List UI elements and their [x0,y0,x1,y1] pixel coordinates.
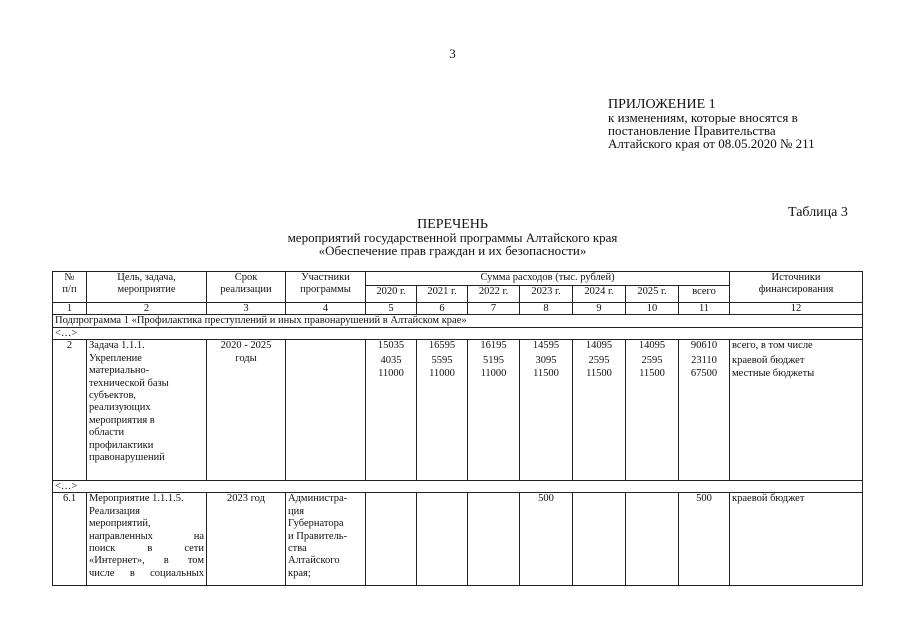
column-number: 8 [520,303,573,315]
annex-line: Алтайского края от 08.05.2020 № 211 [608,136,815,151]
value-cell: 14595 3095 11500 [520,340,573,481]
row-term: 2020 - 2025 годы [207,340,286,481]
title-line: ПЕРЕЧЕНЬ [417,217,488,232]
column-number: 5 [366,303,417,315]
value-cell: 15035 4035 11000 [366,340,417,481]
header-sources: Источники финансирования [730,272,863,303]
row-participants: Администра- ция Губернатора и Правитель- ства Алтайского края; [286,493,366,586]
column-number: 3 [207,303,286,315]
title-line: «Обеспечение прав граждан и их безопасности» [318,243,587,258]
table-row [53,493,863,586]
header-year: 2024 г. [573,286,626,303]
row-description: Мероприятие 1.1.1.5. Реализация мероприятий, направленных на поиск в сети «Интернет», в том числе в социальных [87,493,207,586]
table-row [53,340,863,481]
value-cell: 16195 5195 11000 [468,340,520,481]
ellipsis-row [53,481,863,493]
subprogram-title: Подпрограмма 1 «Профилактика преступлений и иных правонарушений в Алтайском крае» [53,315,863,328]
header-year: 2023 г. [520,286,573,303]
value-cell [468,493,520,586]
column-number: 6 [417,303,468,315]
document-title [0,218,905,257]
annex-line: постановление Правительства [608,123,776,138]
ellipsis-row [53,328,863,340]
page-number: 3 [449,46,456,61]
row-term: 2023 год [207,493,286,586]
annex-title: ПРИЛОЖЕНИЕ 1 [608,97,716,112]
value-cell [417,493,468,586]
annex-line: к изменениям, которые вносятся в [608,110,798,125]
ellipsis: <…> [53,328,863,340]
total-cell: 90610 23110 67500 [679,340,730,481]
subprogram-row [53,315,863,328]
column-number: 1 [53,303,87,315]
total-cell: 500 [679,493,730,586]
column-number: 9 [573,303,626,315]
value-cell [366,493,417,586]
ellipsis: <…> [53,481,863,493]
header-goal: Цель, задача, мероприятие [87,272,207,303]
header-participants: Участники программы [286,272,366,303]
column-number: 10 [626,303,679,315]
sources-cell: всего, в том числе краевой бюджет местные бюджеты [730,340,863,481]
column-number: 7 [468,303,520,315]
header-num: № п/п [53,272,87,303]
header-sum: Сумма расходов (тыс. рублей) [366,272,730,286]
header-total: всего [679,286,730,303]
value-cell: 14095 2595 11500 [626,340,679,481]
annex-block [608,98,815,150]
column-number: 12 [730,303,863,315]
column-number: 11 [679,303,730,315]
header-year: 2025 г. [626,286,679,303]
header-term: Срок реализации [207,272,286,303]
sources-cell: краевой бюджет [730,493,863,586]
column-number: 4 [286,303,366,315]
table-label: Таблица 3 [788,205,848,220]
row-number: 6.1 [53,493,87,586]
title-line: мероприятий государственной программы Алтайского края [287,230,618,245]
header-year: 2022 г. [468,286,520,303]
value-cell [626,493,679,586]
column-number: 2 [87,303,207,315]
header-row [53,272,863,286]
value-cell: 500 [520,493,573,586]
row-participants [286,340,366,481]
header-year: 2020 г. [366,286,417,303]
row-description: Задача 1.1.1. Укрепление материально- технической базы субъектов, реализующих мероприятия в области профилактики правонарушений [87,340,207,481]
value-cell [573,493,626,586]
measures-table [52,271,863,586]
value-cell: 14095 2595 11500 [573,340,626,481]
value-cell: 16595 5595 11000 [417,340,468,481]
header-year: 2021 г. [417,286,468,303]
row-number: 2 [53,340,87,481]
column-number-row [53,303,863,315]
